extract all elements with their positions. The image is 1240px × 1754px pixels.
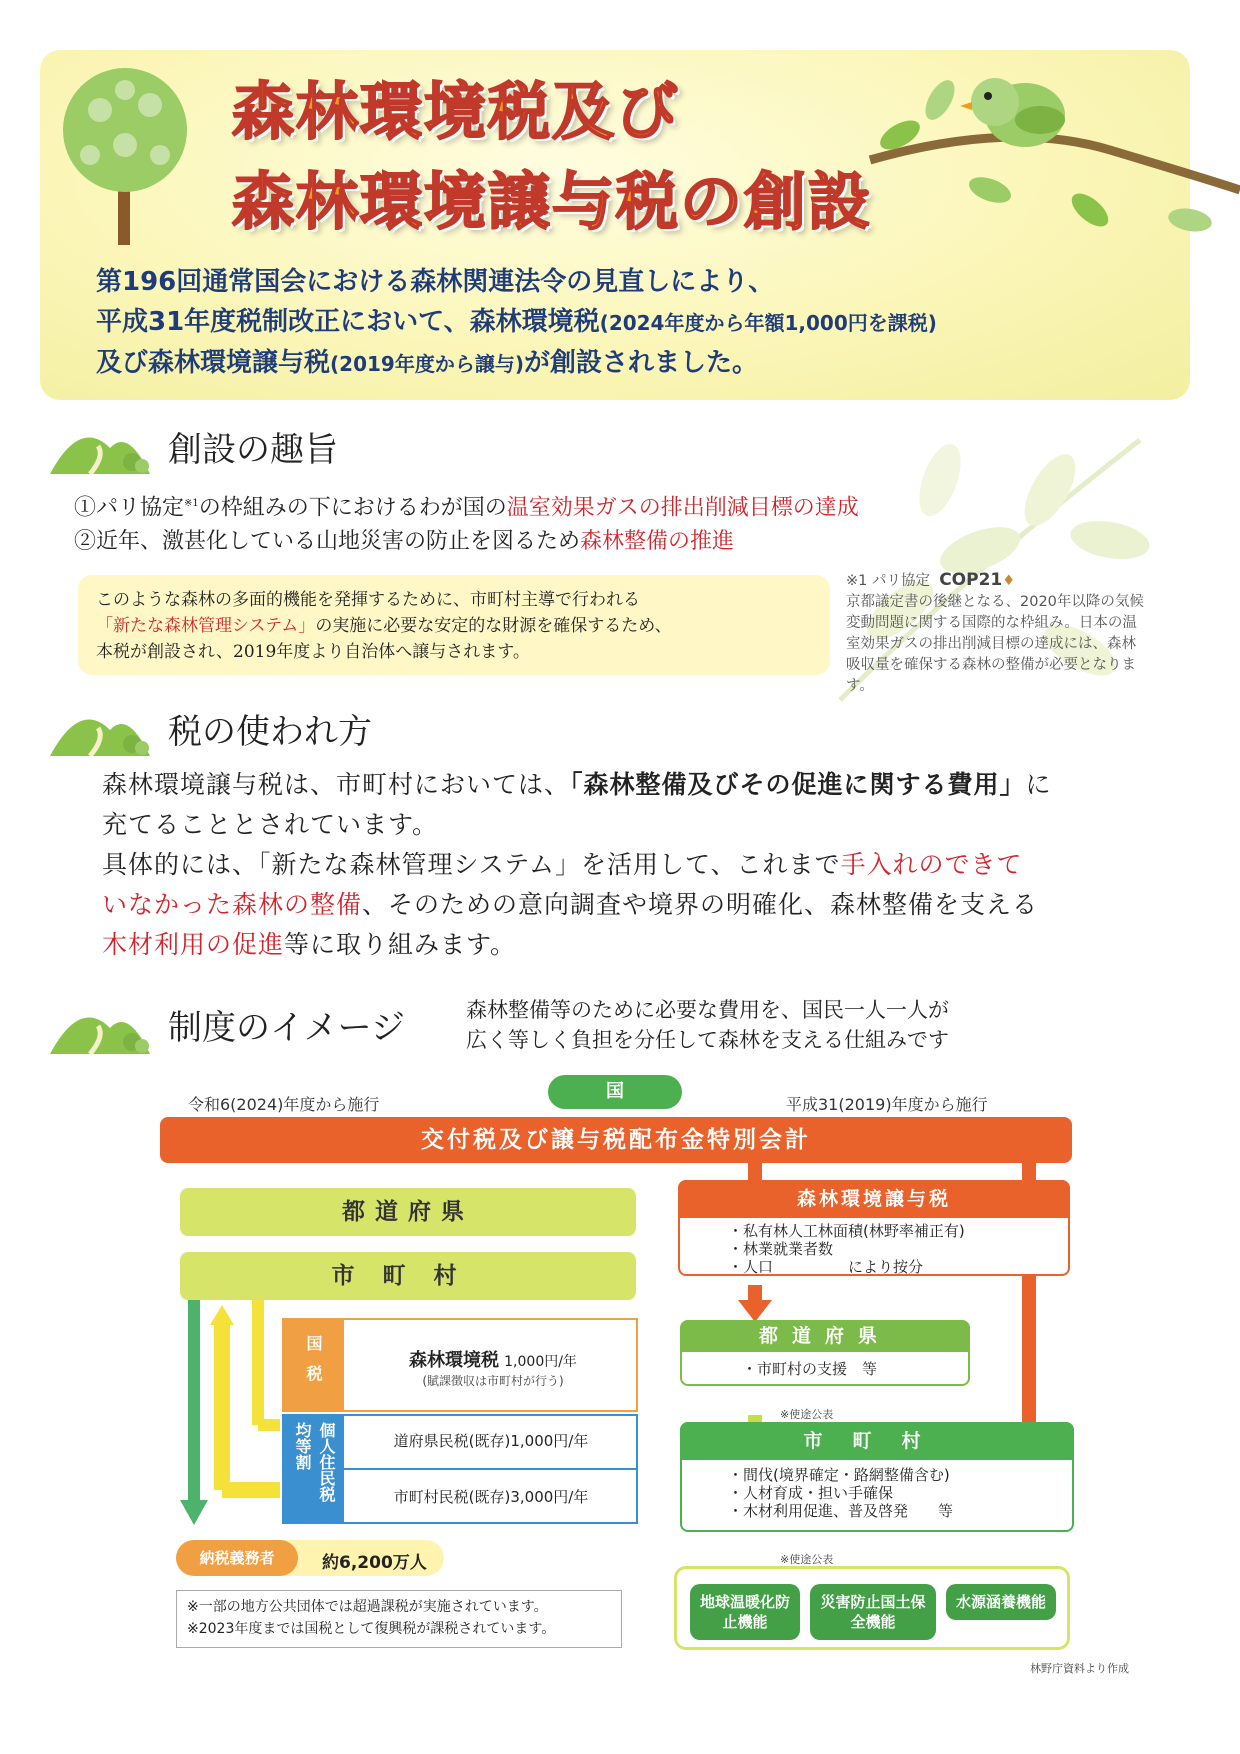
paris-note-head: [846, 570, 1146, 592]
note-box-line-2: [96, 613, 812, 639]
section-heading-image: 制度のイメージ: [168, 1008, 405, 1048]
r-prefecture-title: 都道府県: [680, 1320, 970, 1352]
hill-icon: [50, 418, 150, 474]
function-water-source: 水源涵養機能: [946, 1584, 1056, 1620]
forest-tax-name: 森林環境税: [409, 1350, 500, 1371]
transfer-tax-title: 森林環境譲与税: [678, 1180, 1070, 1218]
footnote-1: ※一部の地方公共団体では超過課税が実施されています。: [187, 1599, 548, 1615]
paris-note-label: ※1 パリ協定: [846, 573, 930, 589]
muni-tax: 市町村民税(既存)3,000円/年: [393, 1488, 589, 1506]
usage-line-5-highlight: 木材利用の促進: [102, 930, 285, 959]
intro-line-2: [96, 302, 1186, 343]
image-desc-line-1: 森林整備等のために必要な費用を、国民一人一人が: [466, 998, 949, 1022]
usage-line-3-a: 具体的には、「新たな森林管理システム」を活用して、これまで: [102, 850, 841, 879]
paris-note-body: 京都議定書の後継となる、2020年以降の気候変動問題に関する国際的な枠組み。日本の温室効果ガスの排出削減目標の達成には、森林吸収量を確保する森林の整備が必要となります。: [846, 594, 1144, 694]
function-global-warming: 地球温暖化防止機能: [690, 1584, 800, 1640]
note-box-line-2-body: の実施に必要な安定的な財源を確保するため、: [315, 616, 672, 636]
public-note-1: ※使途公表: [780, 1408, 834, 1421]
section-heading-purpose: 創設の趣旨: [168, 430, 338, 470]
purpose-list: [74, 487, 1054, 559]
usage-line-1-b: に: [1025, 770, 1052, 799]
usage-line-3-highlight: 手入れのできて: [840, 850, 1023, 879]
purpose-item-2-highlight: 森林整備の推進: [580, 529, 735, 555]
purpose-item-1-highlight: 温室効果ガスの排出削減目標の達成: [506, 495, 859, 521]
intro-line-3-paren: (2019年度から譲与): [330, 352, 524, 376]
transfer-item: ・林業就業者数: [728, 1240, 834, 1258]
intro-line-2-paren: (2024年度から年額1,000円を課税): [599, 311, 937, 335]
footnote-2: ※2023年度までは国税として復興税が課税されています。: [187, 1621, 556, 1637]
usage-line-5-b: 等に取り組みます。: [284, 930, 517, 959]
transfer-item: ・私有林人工林面積(林野率補正有): [728, 1222, 965, 1240]
right-caption: 平成31(2019)年度から施行: [786, 1095, 988, 1114]
muni-item: ・人材育成・担い手確保: [728, 1484, 894, 1502]
intro-line-3-end: が創設されました。: [523, 348, 758, 378]
resident-tax-divider: [344, 1468, 638, 1470]
prefecture-bar: 都道府県: [180, 1188, 636, 1236]
leaf-icon: ♦: [1002, 573, 1016, 589]
public-note-2: ※使途公表: [780, 1553, 834, 1566]
cop21-logo: COP21: [939, 570, 1003, 590]
transfer-tax-items: [728, 1222, 965, 1276]
note-box-highlight: 「新たな森林管理システム」: [96, 616, 316, 636]
pref-tax: 道府県民税(既存)1,000円/年: [393, 1432, 589, 1450]
hill-icon: [50, 998, 150, 1054]
intro-line-3-main: 及び森林環境譲与税: [96, 348, 331, 378]
purpose-item-1-lead: ①パリ協定: [74, 495, 185, 521]
national-badge: 国: [548, 1075, 682, 1109]
r-pref-item: ・市町村の支援 等: [742, 1360, 878, 1378]
usage-line-2: 充てることとされています。: [102, 810, 439, 839]
national-tax-label: 国税: [282, 1318, 344, 1412]
hill-icon: [50, 700, 150, 756]
function-disaster-prevention: 災害防止国土保全機能: [810, 1584, 936, 1640]
diagram-footnotes: [176, 1590, 622, 1648]
section-heading-usage: 税の使われ方: [168, 712, 372, 752]
municipality-bar: 市町村: [180, 1252, 636, 1300]
intro-line-2-main: 平成31年度税制改正において、森林環境税: [96, 307, 600, 337]
usage-text: [102, 765, 1102, 965]
intro-line-1: 第196回通常国会における森林関連法令の見直しにより、: [96, 267, 775, 297]
intro-line-3: [96, 343, 1186, 384]
taxpayer-label: 納税義務者: [176, 1540, 298, 1576]
forest-tax-amount: 1,000円/年: [504, 1354, 577, 1370]
tree-icon: [50, 60, 200, 250]
purpose-item-2-body: ②近年、激甚化している山地災害の防止を図るため: [74, 529, 581, 555]
forest-tax-info: [350, 1346, 636, 1389]
resident-tax-label: 個人住民税均等割: [282, 1414, 344, 1524]
forest-tax-note: (賦課徴収は市町村が行う): [422, 1374, 564, 1388]
left-caption: 令和6(2024)年度から施行: [188, 1095, 380, 1114]
r-municipality-title: 市町村: [680, 1422, 1074, 1460]
paris-agreement-note: [846, 570, 1146, 697]
muni-item: ・間伐(境界確定・路網整備含む): [728, 1466, 950, 1484]
usage-line-1: [102, 765, 1102, 805]
title-line-2: 森林環境譲与税の創設: [232, 165, 873, 238]
transfer-item: ・人口 により按分: [728, 1258, 924, 1276]
image-description: [466, 995, 949, 1055]
purpose-item-2: [74, 525, 1054, 559]
usage-line-1-bold: 「森林整備及びその促進に関する費用」: [570, 770, 1026, 799]
note-box-line-1: このような森林の多面的機能を発揮するために、市町村主導で行われる: [96, 590, 640, 610]
special-account-bar: 交付税及び譲与税配布金特別会計: [160, 1117, 1072, 1163]
usage-line-4-highlight: いなかった森林の整備: [102, 890, 363, 919]
purpose-note-box: [78, 575, 830, 675]
title-line-1: 森林環境税及び: [232, 75, 681, 148]
usage-line-1-a: 森林環境譲与税は、市町村においては、: [102, 770, 571, 799]
muni-item: ・木材利用促進、普及啓発 等: [728, 1502, 954, 1520]
footnote-mark: ※1: [184, 498, 199, 509]
purpose-item-1: [74, 487, 1054, 525]
usage-line-3: [102, 845, 1102, 885]
bird-branch-icon: [860, 40, 1240, 240]
usage-line-4-b: 、そのための意向調査や境界の明確化、森林整備を支える: [362, 890, 1039, 919]
intro-text: [96, 262, 1186, 384]
r-muni-items: [728, 1466, 953, 1520]
taxpayer-count: 約6,200万人: [322, 1553, 427, 1573]
image-desc-line-2: 広く等しく負担を分任して森林を支える仕組みです: [466, 1028, 949, 1052]
usage-line-5: [102, 925, 1102, 965]
note-box-line-3: 本税が創設され、2019年度より自治体へ譲与されます。: [96, 642, 530, 662]
source-credit: 林野庁資料より作成: [1030, 1662, 1129, 1675]
usage-line-4: [102, 885, 1102, 925]
purpose-item-1-body: の枠組みの下におけるわが国の: [198, 495, 507, 521]
